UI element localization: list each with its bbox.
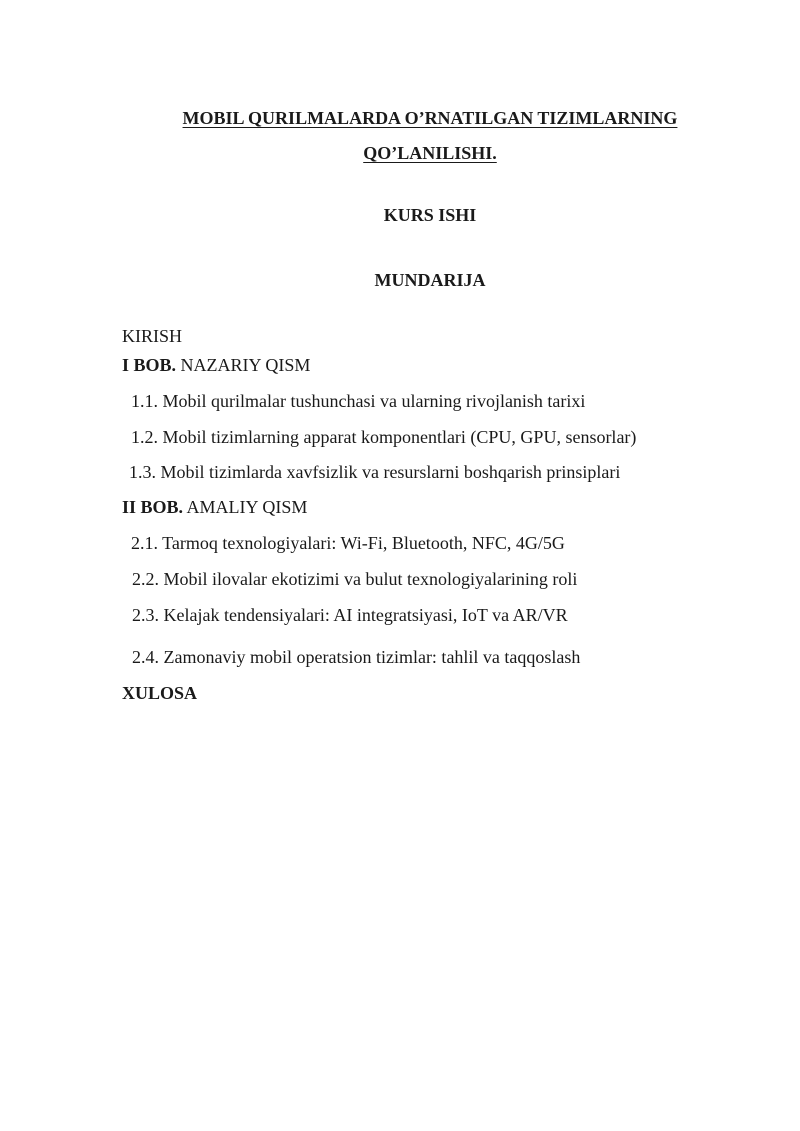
chapter-2-title: AMALIY QISM xyxy=(183,497,308,517)
contents-heading: MUNDARIJA xyxy=(374,270,486,290)
chapter-1-title: NAZARIY QISM xyxy=(176,355,311,375)
toc-chapter-2 xyxy=(122,497,307,518)
toc-item-2-3: 2.3. Kelajak tendensiyalari: AI integratsiyasi, IoT va AR/VR xyxy=(132,605,568,625)
chapter-1-label: I BOB. xyxy=(122,355,177,375)
toc-item-2-4: 2.4. Zamonaviy mobil operatsion tizimlar: tahlil va taqqoslash xyxy=(132,647,581,667)
toc-item-1-1: 1.1. Mobil qurilmalar tushunchasi va ularning rivojlanish tarixi xyxy=(131,391,586,411)
document-subtitle: KURS ISHI xyxy=(383,205,477,225)
chapter-2-label: II BOB. xyxy=(122,497,184,517)
toc-chapter-1 xyxy=(122,355,310,376)
toc-item-2-2: 2.2. Mobil ilovalar ekotizimi va bulut texnologiyalarining roli xyxy=(132,569,578,589)
document-title-line-1: MOBIL QURILMALARDA O’RNATILGAN TIZIMLARNING xyxy=(182,108,678,128)
toc-item-1-3: 1.3. Mobil tizimlarda xavfsizlik va resurslarni boshqarish prinsiplari xyxy=(129,462,621,482)
toc-item-2-1: 2.1. Tarmoq texnologiyalari: Wi-Fi, Bluetooth, NFC, 4G/5G xyxy=(131,533,565,553)
toc-intro: KIRISH xyxy=(122,326,183,346)
toc-conclusion: XULOSA xyxy=(122,683,198,703)
toc-item-1-2: 1.2. Mobil tizimlarning apparat komponentlari (CPU, GPU, sensorlar) xyxy=(131,427,637,447)
document-title-line-2: QO’LANILISHI. xyxy=(363,143,497,163)
